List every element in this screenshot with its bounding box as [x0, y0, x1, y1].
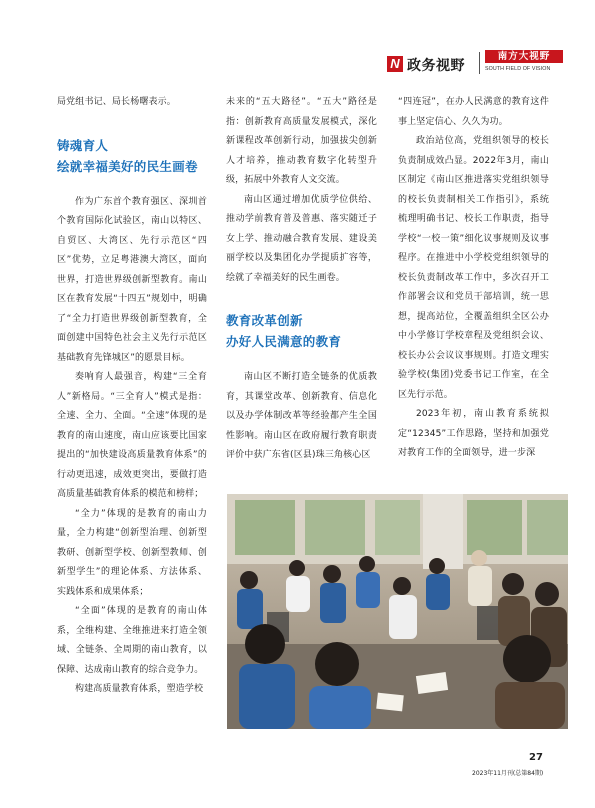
section-title: 政务视野 [407, 58, 465, 74]
issue-label: 2023年11月刊(总第84期) [472, 770, 544, 777]
masthead [385, 50, 565, 76]
section-heading-line: 办好人民满意的教育 [226, 334, 342, 349]
paragraph: “全面”体现的是教育的南山体系，全维构建、全维推进来打造全领域、全链条、全周期的南山教育，以保障、达成南山教育的综合竞争力。 [57, 606, 207, 675]
paragraph: 2023年初，南山教育系统拟定“12345”工作思路，坚持和加强党对教育工作的全面领导，进一步深 [398, 409, 549, 458]
paragraph: 南山区通过增加优质学位供给、推动学前教育普及普惠、落实随迁子女上学、推动融合教育发展、建设美丽学校以及集团化办学提质扩容等，绘就了幸福美好的民生画卷。 [226, 194, 377, 283]
article-column-1 [57, 93, 207, 700]
classroom-photo-illustration [227, 494, 568, 729]
masthead-divider [479, 52, 480, 74]
paragraph: 南山区不断打造全链条的优质教育，其课堂改革、创新教育、信息化以及办学体制改革等经验都产生全国性影响。南山区在政府履行教育职责评价中获广东省(区县)珠三角核心区 [226, 372, 377, 460]
section-heading-line: 教育改革创新 [226, 313, 303, 328]
paragraph: 未来的“五大路径”。“五大”路径是指：创新教育高质量发展模式，深化新课程改革创新行动，加强拔尖创新人才培养，推动教育数字化转型升级，拓展中外教育人文交流。 [226, 97, 377, 185]
section-heading-line: 铸魂育人 [57, 137, 109, 153]
article-photo [227, 494, 568, 729]
column-tag: 南方大视野 [485, 50, 563, 63]
paragraph: “全力”体现的是教育的南山力量，全力构建“创新型治理、创新型教研、创新型学校、创新型教师、创新型学生”的理论体系、方法体系、实践体系和成果体系； [57, 508, 207, 597]
magazine-logo-icon: N [387, 56, 403, 72]
paragraph: 奏响育人最强音，构建“三全育人”新格局。“三全育人”模式是指：全速、全力、全面。“全速”体现的是教育的南山速度，南山应该要比国家提出的“加快建设高质量教育体系”的行动更迅速，成效更突出，要做打造高质量基础教育体系的模范和榜样； [57, 372, 207, 499]
paragraph: 政治站位高，党组织领导的校长负责制成效凸显。2022年3月，南山区制定《南山区推进落实党组织领导的校长负责制相关工作指引》，系统梳理明确书记、校长工作职责，指导学校“一校一策”细化议事规则及议事程序。在推进中小学校党组织领导的校长负责制改革工作中，多次召开工作部署会议和党员干部培训，统一思想，提高站位，全覆盖组织全区公办中小学修订学校章程及党组织会议、校长办公会议议事规则。打造文理实验学校(集团)党委书记工作室，在全区先行示范。 [398, 136, 549, 400]
paragraph: 作为广东首个教育强区、深圳首个教育国际化试验区，南山以特区、自贸区、大湾区、先行示范区“四区”优势，立足粤港澳大湾区，面向世界，打造世界级创新型教育。南山区在教育发展“十四五”规划中，明确了“全力打造世界级创新型教育，全面创建中国特色社会主义先行示范区基础教育先锋城区”的愿景目标。 [57, 196, 207, 363]
page-number: 27 [529, 752, 543, 763]
article-column-3 [398, 93, 549, 464]
paragraph: 局党组书记、局长杨曙表示。 [57, 97, 176, 107]
paragraph: “四连冠”，在办人民满意的教育这件事上坚定信心、久久为功。 [398, 97, 549, 127]
masthead-tag-block [485, 50, 563, 72]
section-heading-line: 绘就幸福美好的民生画卷 [57, 158, 198, 174]
paragraph: 构建高质量教育体系，塑造学校 [75, 684, 204, 694]
column-tag-english: SOUTH FIELD OF VISION [485, 66, 551, 72]
section-heading [226, 310, 377, 352]
article-column-2 [226, 93, 377, 466]
section-heading [57, 135, 207, 177]
